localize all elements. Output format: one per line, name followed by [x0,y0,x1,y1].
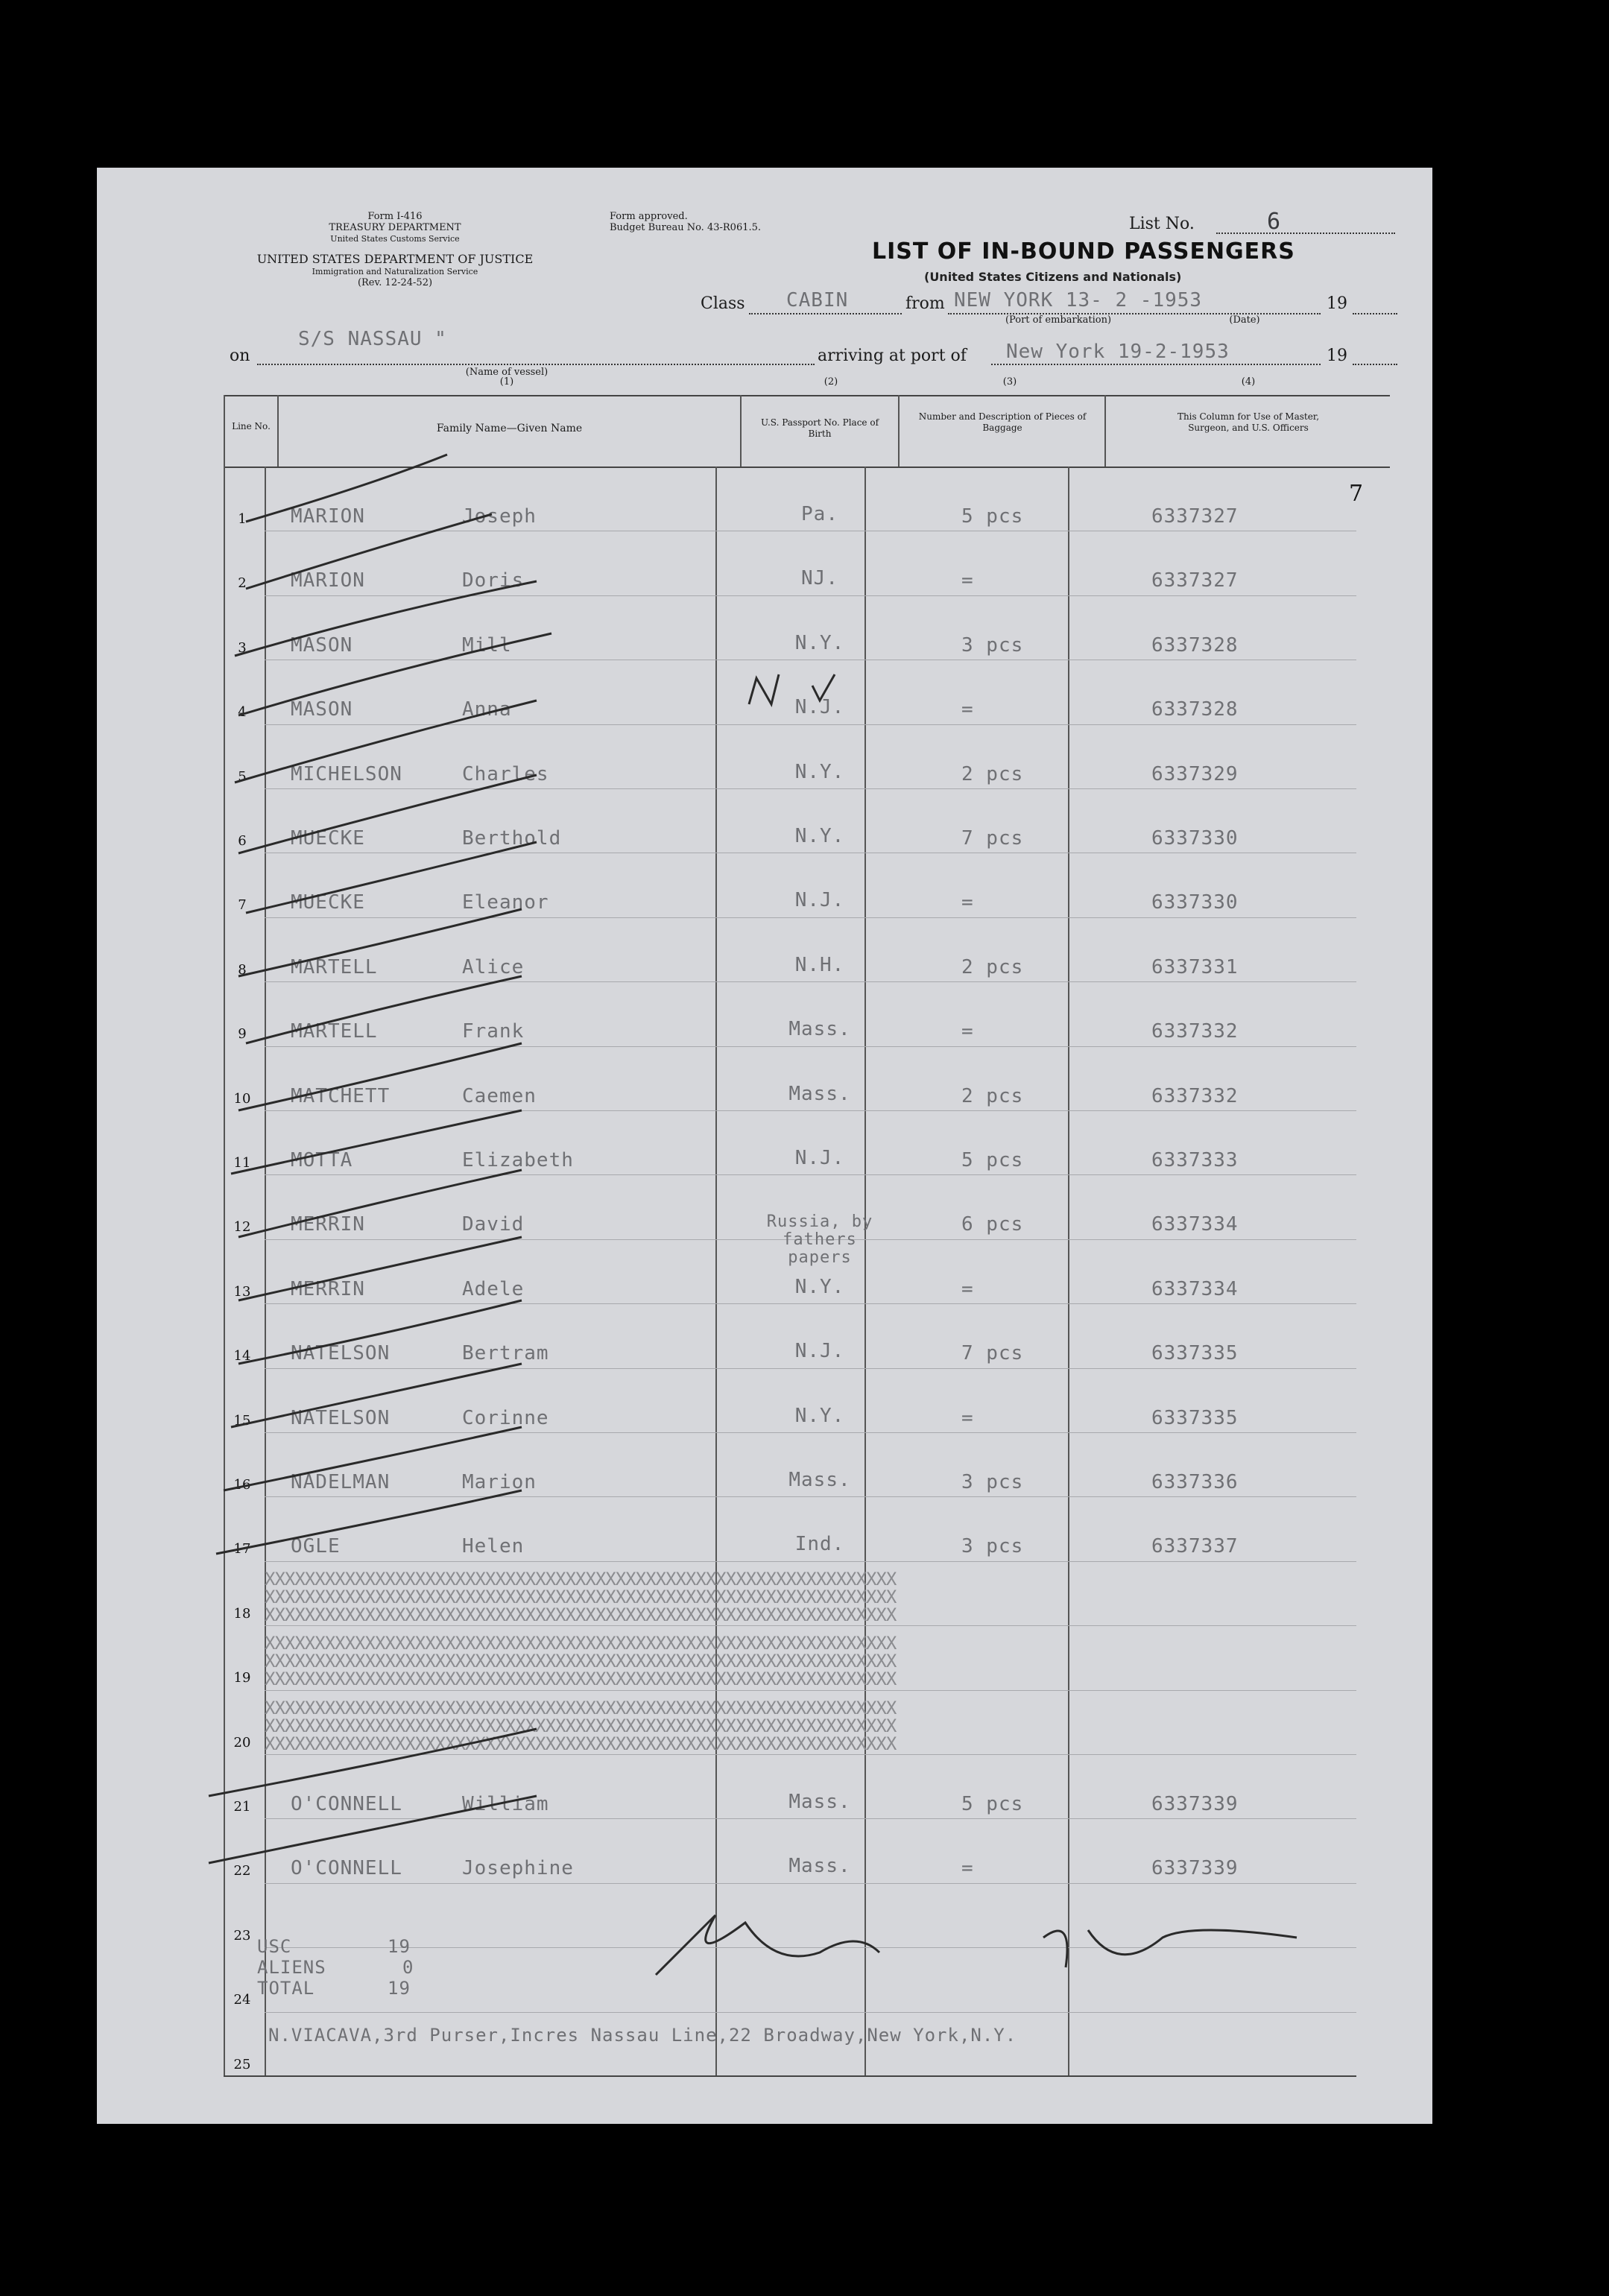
page-subtitle: (United States Citizens and Nationals) [924,270,1182,284]
vessel-value: S/S NASSAU " [298,328,447,350]
family-name: MARION [291,505,365,528]
form-number: Form I-416 [367,211,423,222]
baggage-count: 5 pcs [961,1793,1024,1815]
col2-number: (2) [824,376,838,388]
col4-number: (4) [1241,376,1256,388]
officer-ref-number: 6337339 [1151,1857,1239,1880]
officer-ref-number: 6337333 [1151,1149,1239,1171]
line-number: 20 [233,1734,251,1751]
baggage-count: 5 pcs [961,1149,1024,1171]
baggage-count: = [961,569,974,592]
baggage-count: 2 pcs [961,762,1024,785]
class-label: Class [701,294,745,313]
given-name: Eleanor [462,891,549,914]
line-number: 7 [238,897,247,914]
line-number: 6 [238,833,247,849]
year-prefix: 19 [1327,294,1347,313]
family-name: NATELSON [291,1406,391,1429]
place-of-birth: Ind. [794,1533,845,1556]
line-number: 14 [233,1348,251,1364]
list-no-label: List No. [1129,215,1195,233]
baggage-count: = [961,891,974,914]
officer-ref-number: 6337330 [1151,827,1239,850]
given-name: Charles [462,762,549,785]
given-name: Alice [462,955,525,978]
struck-row: XXXXXXXXXXXXXXXXXXXXXXXXXXXXXXXXXXXXXXXXXXXXXXXXXXXXXXXXXXXXXXX [265,1604,897,1625]
port-caption: (Port of embarkation) [1005,314,1112,326]
line-number: 10 [233,1090,251,1107]
line-number: 4 [238,704,247,721]
place-of-birth: N.Y. [794,1404,845,1427]
line-number: 16 [233,1477,251,1493]
justice-department: UNITED STATES DEPARTMENT OF JUSTICE [256,252,534,266]
date-caption: (Date) [1229,314,1260,326]
family-name: MERRIN [291,1213,365,1236]
family-name: MARTELL [291,1020,378,1043]
baggage-count: 7 pcs [961,827,1024,850]
officer-ref-number: 6337330 [1151,891,1239,914]
page-title: LIST OF IN-BOUND PASSENGERS [872,238,1295,265]
family-name: MUECKE [291,891,365,914]
budget-bureau: Budget Bureau No. 43-R061.5. [610,222,762,233]
baggage-count: = [961,1020,974,1043]
officer-ref-number: 6337339 [1151,1793,1239,1815]
given-name: Adele [462,1277,525,1300]
officer-ref-number: 6337332 [1151,1020,1239,1043]
place-of-birth: N.Y. [794,760,845,783]
baggage-count: = [961,1277,974,1300]
immigration-service: Immigration and Naturalization Service [312,267,478,276]
line-number: 13 [233,1283,251,1300]
given-name: Anna [462,698,512,721]
given-name: David [462,1213,525,1236]
baggage-count: 2 pcs [961,1084,1024,1107]
officer-ref-number: 6337327 [1151,569,1239,592]
line-number: 22 [233,1863,251,1879]
officer-ref-number: 6337334 [1151,1213,1239,1236]
given-name: Bertram [462,1342,549,1365]
family-name: MARTELL [291,955,378,978]
place-of-birth: N.Y. [794,1275,845,1298]
baggage-count: 3 pcs [961,1535,1024,1558]
struck-row: XXXXXXXXXXXXXXXXXXXXXXXXXXXXXXXXXXXXXXXXXXXXXXXXXXXXXXXXXXXXXXX [265,1669,897,1690]
line-number: 25 [233,2056,251,2072]
struck-row: XXXXXXXXXXXXXXXXXXXXXXXXXXXXXXXXXXXXXXXXXXXXXXXXXXXXXXXXXXXXXXX [265,1697,897,1718]
line-number: 2 [238,575,247,592]
given-name: Berthold [462,827,562,850]
baggage-count: = [961,698,974,721]
given-name: Frank [462,1020,525,1043]
line-number: 3 [238,639,247,656]
line-number: 5 [238,768,247,785]
given-name: Corinne [462,1406,549,1429]
given-name: Helen [462,1535,525,1558]
revision-date: (Rev. 12-24-52) [357,277,433,288]
officer-ref-number: 6337327 [1151,505,1239,528]
line-number: 24 [233,1992,251,2008]
place-of-birth: Mass. [788,1082,851,1105]
officer-ref-number: 6337332 [1151,1084,1239,1107]
place-of-birth: N.J. [794,889,845,912]
struck-row: XXXXXXXXXXXXXXXXXXXXXXXXXXXXXXXXXXXXXXXXXXXXXXXXXXXXXXXXXXXXXXX [265,1651,897,1672]
family-name: MATCHETT [291,1084,391,1107]
place-of-birth: Pa. [801,503,838,525]
aliens-value: 0 [402,1957,414,1978]
given-name: William [462,1793,549,1815]
place-of-birth: N.J. [794,1147,845,1169]
given-name: Elizabeth [462,1149,574,1171]
family-name: MARION [291,569,365,592]
given-name: Marion [462,1471,537,1493]
officer-ref-number: 6337328 [1151,698,1239,721]
line-number: 21 [233,1799,251,1815]
total-label: TOTAL [257,1978,315,1999]
col-header-name: Family Name—Given Name [436,423,583,434]
line-number: 23 [233,1927,251,1944]
total-value: 19 [388,1978,411,1999]
family-name: NATELSON [291,1342,391,1365]
family-name: MERRIN [291,1277,365,1300]
baggage-count: 5 pcs [961,505,1024,528]
family-name: MASON [291,698,353,721]
family-name: MOTTA [291,1149,353,1171]
family-name: OGLE [291,1535,341,1558]
baggage-count: = [961,1406,974,1429]
place-of-birth: NJ. [801,567,838,590]
col-header-passport: U.S. Passport No. Place of Birth [760,417,879,439]
officer-ref-number: 6337328 [1151,633,1239,657]
place-of-birth: N.J. [794,696,845,719]
baggage-count: 7 pcs [961,1342,1024,1365]
baggage-count: 3 pcs [961,633,1024,657]
given-name: Joseph [462,505,537,528]
officer-ref-number: 6337335 [1151,1406,1239,1429]
aliens-label: ALIENS [257,1957,326,1978]
usc-value: 19 [388,1936,411,1957]
place-of-birth: N.H. [794,953,845,976]
family-name: MASON [291,633,353,657]
officer-ref-number: 6337337 [1151,1535,1239,1558]
struck-row: XXXXXXXXXXXXXXXXXXXXXXXXXXXXXXXXXXXXXXXXXXXXXXXXXXXXXXXXXXXXXXX [265,1586,897,1607]
officer-ref-number: 6337336 [1151,1471,1239,1493]
baggage-count: 3 pcs [961,1471,1024,1493]
place-of-birth: N.Y. [794,631,845,654]
col3-number: (3) [1002,376,1017,388]
from-label: from [905,294,945,313]
baggage-count: = [961,1857,974,1880]
struck-row: XXXXXXXXXXXXXXXXXXXXXXXXXXXXXXXXXXXXXXXXXXXXXXXXXXXXXXXXXXXXXXX [265,1715,897,1736]
year-prefix-2: 19 [1327,347,1347,365]
family-name: O'CONNELL [291,1793,402,1815]
from-value: NEW YORK 13- 2 -1953 [954,289,1203,311]
treasury-department: TREASURY DEPARTMENT [329,222,461,233]
given-name: Caemen [462,1084,537,1107]
arriving-label: arriving at port of [818,347,967,365]
given-name: Mill [462,633,512,657]
baggage-count: 2 pcs [961,955,1024,978]
form-approved: Form approved. [610,211,688,222]
col-header-officers: This Column for Use of Master, Surgeon, and U.S. Officers [1177,411,1320,433]
arriving-value: New York 19-2-1953 [1006,341,1230,363]
place-of-birth: Mass. [788,1791,851,1813]
officer-ref-number: 6337334 [1151,1277,1239,1300]
line-number: 1 [238,511,247,527]
given-name: Doris [462,569,525,592]
line-number: 15 [233,1412,251,1429]
struck-row: XXXXXXXXXXXXXXXXXXXXXXXXXXXXXXXXXXXXXXXXXXXXXXXXXXXXXXXXXXXXXXX [265,1733,897,1754]
line-number: 17 [233,1541,251,1557]
family-name: NADELMAN [291,1471,391,1493]
struck-row: XXXXXXXXXXXXXXXXXXXXXXXXXXXXXXXXXXXXXXXXXXXXXXXXXXXXXXXXXXXXXXX [265,1568,897,1590]
family-name: O'CONNELL [291,1857,402,1880]
officer-ref-number: 6337331 [1151,955,1239,978]
line-number: 9 [238,1026,247,1043]
usc-label: USC [257,1936,292,1957]
vessel-caption-no: (1) [499,376,514,388]
class-value: CABIN [786,289,849,311]
struck-row: XXXXXXXXXXXXXXXXXXXXXXXXXXXXXXXXXXXXXXXXXXXXXXXXXXXXXXXXXXXXXXX [265,1633,897,1654]
officer-ref-number: 6337335 [1151,1342,1239,1365]
place-of-birth: N.Y. [794,825,845,847]
place-of-birth: N.J. [794,1340,845,1363]
place-of-birth: Mass. [788,1469,851,1491]
line-number: 19 [233,1670,251,1686]
given-name: Josephine [462,1857,574,1880]
place-of-birth: Russia, by fathers papers [766,1212,873,1268]
family-name: MUECKE [291,827,365,850]
col-header-line: Line No. [232,421,271,431]
line-number: 8 [238,961,247,978]
place-of-birth: Mass. [788,1855,851,1878]
customs-service: United States Customs Service [330,234,460,244]
page-marker: 7 [1349,481,1364,507]
purser-line: N.VIACAVA,3rd Purser,Incres Nassau Line,22 Broadway,New York,N.Y. [268,2025,1017,2046]
line-number: 12 [233,1219,251,1236]
on-label: on [230,347,250,365]
line-number: 18 [233,1605,251,1622]
family-name: MICHELSON [291,762,402,785]
baggage-count: 6 pcs [961,1213,1024,1236]
place-of-birth: Mass. [788,1018,851,1041]
officer-ref-number: 6337329 [1151,762,1239,785]
col-header-baggage: Number and Description of Pieces of Baggage [918,411,1087,433]
list-no-value: 6 [1267,209,1282,235]
line-number: 11 [233,1155,251,1171]
vessel-caption: (Name of vessel) [465,367,549,378]
